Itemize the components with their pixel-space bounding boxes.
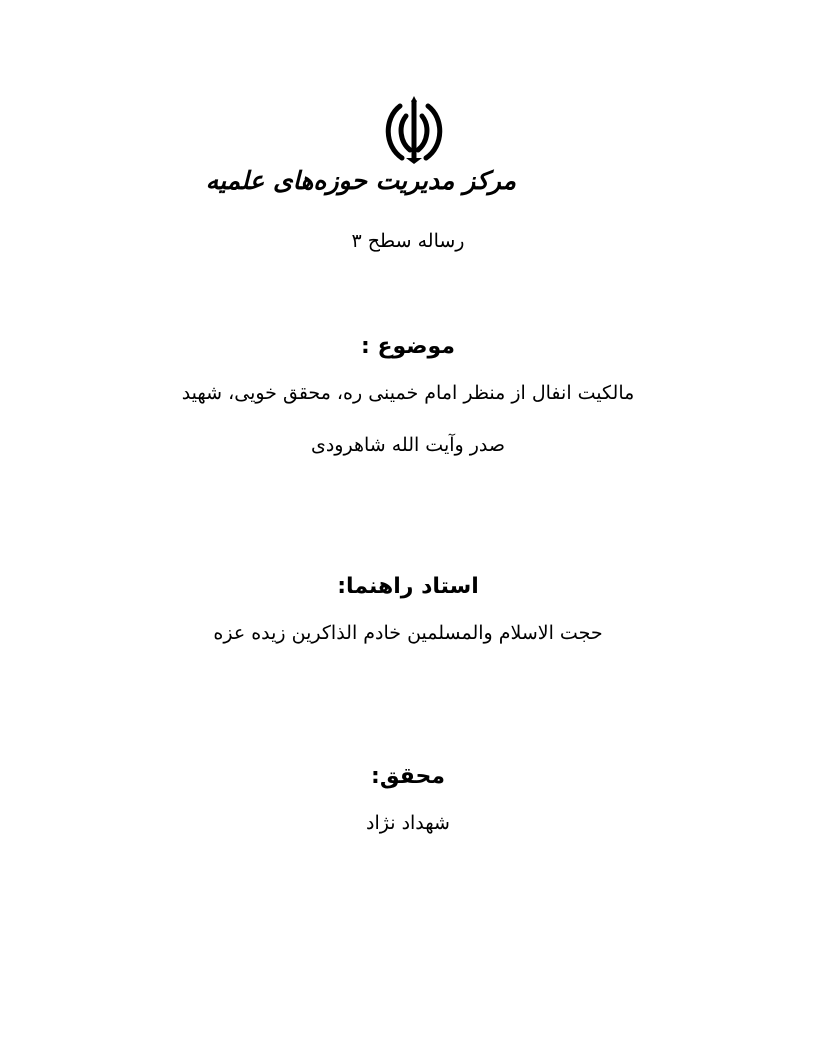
supervisor-heading: استاد راهنما:: [337, 574, 479, 599]
supervisor-name: حجت الاسلام والمسلمین خادم الذاکرین زیده عزه: [213, 622, 603, 644]
subject-line-2: صدر وآیت الله شاهرودی: [310, 434, 506, 456]
subject-line-1: مالکیت انفال از منظر امام خمینی ره، محقق خویی، شهید: [181, 382, 635, 404]
researcher-name: شهداد نژاد: [366, 812, 450, 834]
organization-logo-text: مرکز مدیریت حوزه‌های علمیه: [205, 166, 516, 195]
subject-heading: موضوع :: [361, 334, 455, 359]
researcher-heading: محقق:: [371, 764, 445, 789]
emblem-icon: [376, 96, 452, 164]
thesis-level: رساله سطح ۳: [351, 230, 465, 252]
